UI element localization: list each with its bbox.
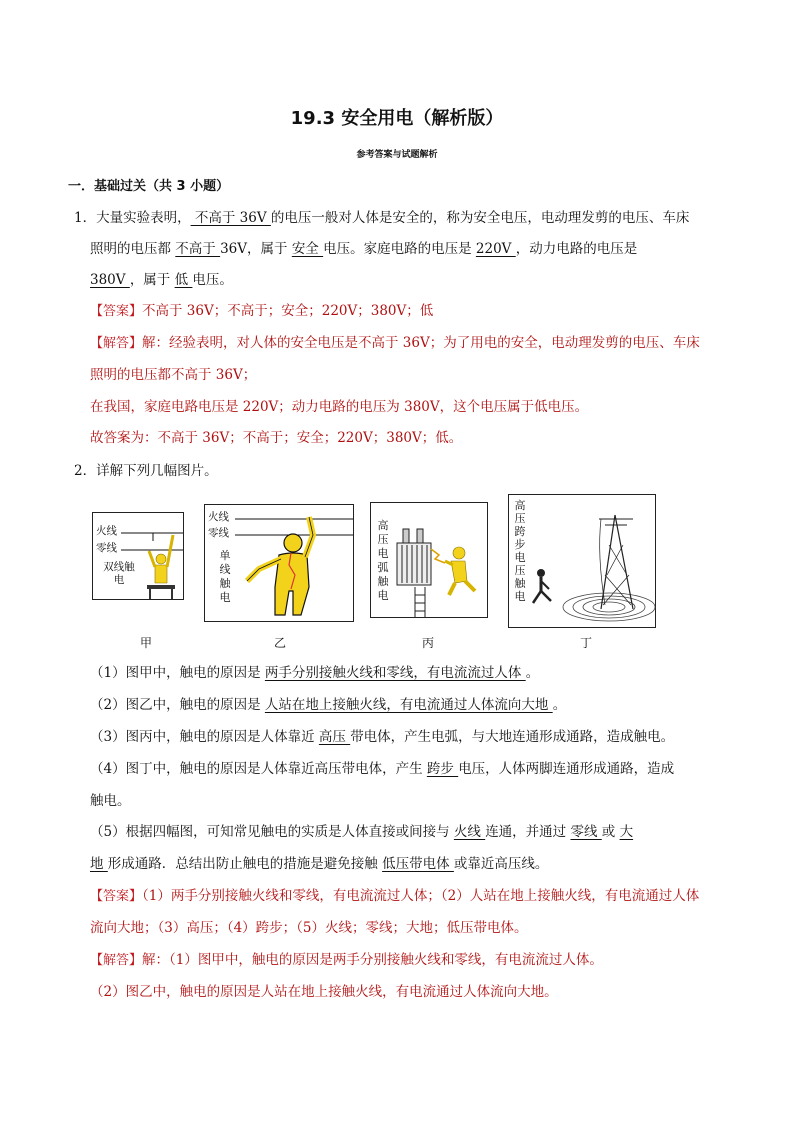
q1-analysis-4: 故答案为：不高于 36V；不高于；安全；220V；380V；低。 bbox=[90, 430, 463, 446]
q2-text: （3）图丙中，触电的原因是人体靠近 bbox=[90, 729, 319, 745]
q2-blank: 高压 bbox=[318, 729, 351, 745]
q1-analysis-1 bbox=[90, 334, 700, 353]
analysis-tag: 【解答】 bbox=[90, 953, 143, 968]
q1-analysis-2: 照明的电压都不高于 36V； bbox=[90, 367, 257, 383]
q2-analysis-2: （2）图乙中，触电的原因是人站在地上接触火线，有电流通过人体流向大地。 bbox=[90, 984, 558, 1000]
q1-line-2 bbox=[90, 240, 637, 258]
panel-description: 单线触电 bbox=[219, 549, 231, 604]
q2-text: 带电体，产生电弧，与大地连通形成通路，造成触电。 bbox=[350, 729, 675, 745]
q1-blank-2: 不高于 bbox=[175, 241, 221, 257]
q2-blank: 两手分别接触火线和零线，有电流流过人体 bbox=[264, 665, 526, 681]
q2-answer bbox=[90, 887, 699, 906]
q1-blank-1: 不高于 36V bbox=[190, 210, 271, 226]
q1-text: 1．大量实验表明， bbox=[74, 210, 191, 226]
q2-part-5 bbox=[90, 823, 633, 841]
analysis-text: 解：经验表明，对人体的安全电压是不高于 36V；为了用电的安全，电动理发剪的电压、车床 bbox=[142, 335, 700, 351]
q2-stem: 2．详解下列几幅图片。 bbox=[74, 463, 218, 479]
q2-blank: 人站在地上接触火线，有电流通过人体流向大地 bbox=[264, 697, 553, 713]
section-heading: 一．基础过关（共 3 小题） bbox=[68, 179, 230, 194]
q2-blank: 大 bbox=[619, 824, 634, 840]
q2-text: 连通，并通过 bbox=[485, 824, 571, 840]
q1-blank-6: 低 bbox=[174, 272, 193, 288]
neutral-wire-label: 零线 bbox=[208, 527, 229, 539]
page-subtitle: 参考答案与试题解析 bbox=[356, 150, 438, 160]
q2-part-4 bbox=[90, 760, 674, 778]
q2-text: 或 bbox=[601, 824, 620, 840]
figure-caption-bing: 丙 bbox=[422, 636, 435, 650]
figure-caption-jia: 甲 bbox=[140, 636, 153, 650]
double-wire-shock-illustration bbox=[93, 513, 185, 601]
figure-panel-yi bbox=[204, 504, 354, 622]
panel-description: 高压电弧触电 bbox=[377, 519, 389, 602]
analysis-text: 解：（1）图甲中，触电的原因是两手分别接触火线和零线，有电流流过人体。 bbox=[142, 952, 603, 968]
live-wire-label: 火线 bbox=[208, 511, 229, 523]
q1-text: ，动力电路的电压是 bbox=[515, 241, 638, 257]
q2-text: （1）图甲中，触电的原因是 bbox=[90, 665, 265, 681]
q2-analysis-1 bbox=[90, 951, 603, 970]
q1-blank-5: 380V bbox=[90, 272, 130, 288]
q2-blank: 火线 bbox=[453, 824, 486, 840]
panel-description: 双线触电 bbox=[103, 561, 135, 586]
figure-panel-jia bbox=[92, 512, 184, 600]
figure-panel-bing bbox=[370, 502, 488, 618]
figure-caption-yi: 乙 bbox=[274, 636, 287, 650]
q2-blank: 地 bbox=[90, 856, 108, 872]
answer-text: 不高于 36V；不高于；安全；220V；380V；低 bbox=[142, 303, 434, 319]
q2-blank: 零线 bbox=[570, 824, 602, 840]
answer-text: （1）两手分别接触火线和零线，有电流流过人体；（2）人站在地上接触火线，有电流通过人体 bbox=[142, 888, 700, 904]
q2-part-5-cont bbox=[90, 855, 548, 873]
q1-answer bbox=[90, 302, 433, 321]
single-wire-shock-illustration bbox=[205, 505, 355, 623]
q1-text: 电压。家庭电路的电压是 bbox=[323, 241, 476, 257]
live-wire-label: 火线 bbox=[96, 525, 117, 537]
step-voltage-illustration bbox=[509, 495, 657, 629]
q1-text: 照明的电压都 bbox=[90, 241, 176, 257]
q2-text: 电压，人体两脚连通形成通路，造成 bbox=[458, 761, 675, 777]
q1-text: ，属于 bbox=[129, 272, 175, 288]
figure-caption-ding: 丁 bbox=[580, 636, 593, 650]
high-voltage-arc-illustration bbox=[371, 503, 489, 619]
q2-blank: 跨步 bbox=[426, 761, 459, 777]
q2-part-3 bbox=[90, 728, 674, 746]
q2-text: （2）图乙中，触电的原因是 bbox=[90, 697, 265, 713]
electric-shock-figure bbox=[88, 492, 668, 652]
q2-text: 或靠近高压线。 bbox=[453, 856, 549, 872]
q1-text: 的电压一般对人体是安全的，称为安全电压，电动理发剪的电压、车床 bbox=[270, 210, 690, 226]
q1-text: 电压。 bbox=[192, 272, 233, 288]
q1-text: 36V，属于 bbox=[220, 241, 292, 257]
q2-part-1 bbox=[90, 664, 539, 682]
q1-blank-4: 220V bbox=[475, 241, 516, 257]
answer-tag: 【答案】 bbox=[90, 889, 143, 904]
q2-text: 形成通路．总结出防止触电的措施是避免接触 bbox=[107, 856, 383, 872]
q2-part-4-cont: 触电。 bbox=[90, 793, 131, 809]
q2-text: （4）图丁中，触电的原因是人体靠近高压带电体，产生 bbox=[90, 761, 427, 777]
q1-analysis-3: 在我国，家庭电路电压是 220V；动力电路的电压为 380V，这个电压属于低电压。 bbox=[90, 399, 589, 415]
q2-text: （5）根据四幅图，可知常见触电的实质是人体直接或间接与 bbox=[90, 824, 454, 840]
q2-blank: 低压带电体 bbox=[382, 856, 454, 872]
panel-description: 高压跨步电压触电 bbox=[514, 499, 526, 603]
q2-text: 。 bbox=[552, 697, 567, 713]
q1-line-3 bbox=[90, 271, 233, 289]
figure-panel-ding bbox=[508, 494, 656, 628]
page-title: 19.3 安全用电（解析版） bbox=[290, 108, 504, 129]
q1-blank-3: 安全 bbox=[291, 241, 324, 257]
answer-tag: 【答案】 bbox=[90, 304, 143, 319]
q1-line-1 bbox=[74, 209, 689, 227]
q2-text: 。 bbox=[525, 665, 540, 681]
q2-answer-cont: 流向大地；（3）高压；（4）跨步；（5）火线；零线；大地；低压带电体。 bbox=[90, 920, 528, 936]
neutral-wire-label: 零线 bbox=[96, 542, 117, 554]
analysis-tag: 【解答】 bbox=[90, 336, 143, 351]
q2-part-2 bbox=[90, 696, 566, 714]
